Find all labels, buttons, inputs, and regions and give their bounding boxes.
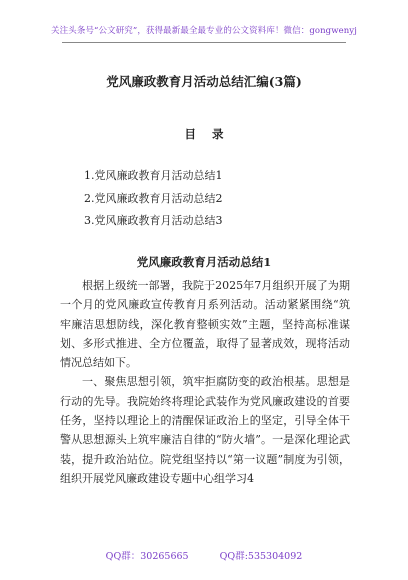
toc-item-1[interactable]: 1.党风廉政教育月活动总结1 — [84, 169, 223, 182]
section-heading: 党风廉政教育月活动总结1 — [136, 255, 272, 269]
document-title: 党风廉政教育月活动总结汇编(3篇) — [106, 74, 302, 89]
footer-qq-group-1: QQ群：30265665 — [105, 551, 189, 562]
table-of-contents — [84, 165, 223, 233]
footer-contact — [0, 548, 408, 562]
header-notice: 关注头条号“公文研究”，获得最新最全最专业的公文资料库！微信：gongwenyj — [51, 26, 357, 36]
paragraph: 一、聚焦思想引领，筑牢拒腐防变的政治根基。思想是行动的先导。我院始终将理论武装作为党风廉政建设的首要任务，坚持以理论上的清醒保证政治上的坚定，引导全体干警从思想源头上筑牢廉洁自律的“防火墙”。一是深化理论武装，提升政治站位。院党组坚持以“第一议题”制度为引领，组织开展党风廉政建设专题中心组学习4 — [60, 375, 350, 485]
toc-item-2[interactable]: 2.党风廉政教育月活动总结2 — [84, 191, 223, 205]
section-body — [60, 276, 350, 488]
header-divider — [62, 42, 346, 43]
toc-item-3[interactable]: 3.党风廉政教育月活动总结3 — [84, 214, 223, 227]
paragraph: 根据上级统一部署，我院于2025年7月组织开展了为期一个月的党风廉政宣传教育月系列活动。活动紧紧围绕“筑牢廉洁思想防线，深化教育整顿实效”主题，坚持高标准谋划、多形式推进、全方位覆盖，取得了显著成效，现将活动情况总结如下。 — [60, 279, 350, 370]
footer-qq-group-2: QQ群:535304092 — [219, 551, 303, 562]
toc-heading: 目 录 — [184, 127, 230, 141]
